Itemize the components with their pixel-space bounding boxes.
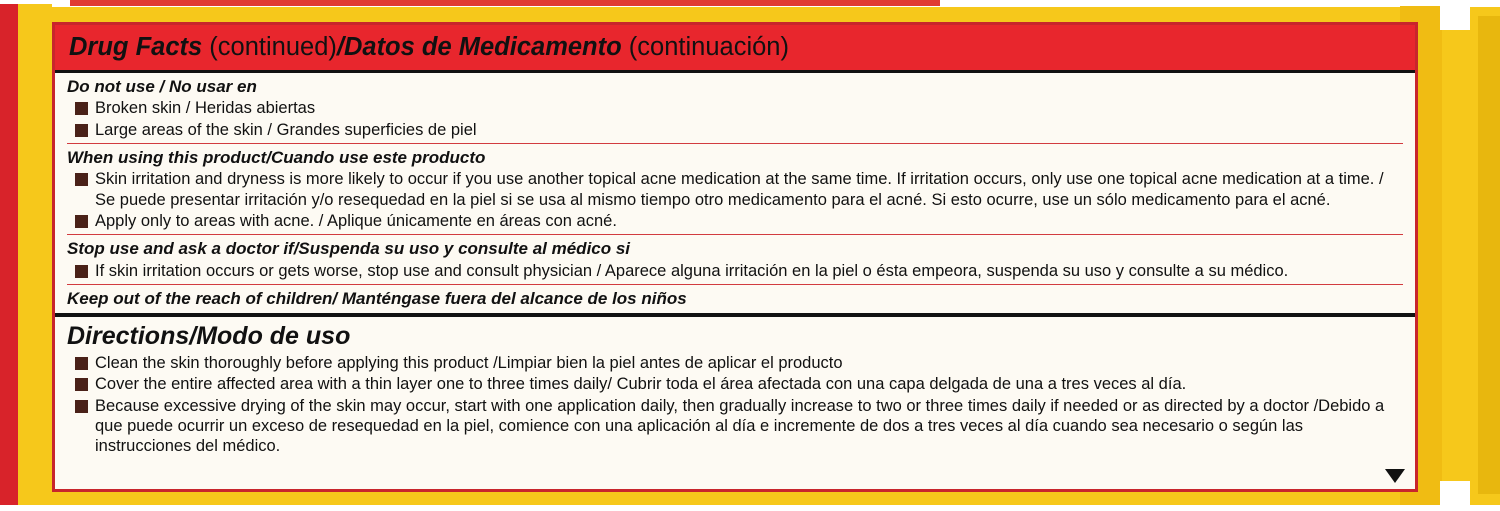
bullet-square-icon [75,102,88,115]
list-item-text: Cover the entire affected area with a thin layer one to three times daily/ Cubrir toda el área afectada con una capa delgada de una a tres veces al día. [95,375,1187,394]
section-divider-heavy [55,313,1415,317]
title-es-reg: (continuación) [621,33,789,61]
bullet-square-icon [75,173,88,186]
section-divider [67,284,1403,285]
carton-right-fold-b [1442,10,1480,501]
list-item-text: Apply only to areas with acne. / Aplique únicamente en áreas con acné. [95,211,617,230]
title-en-bold: Drug Facts [69,33,203,61]
drug-facts-panel [52,22,1418,492]
section-do-not-use [55,77,1415,140]
title-en-reg: (continued) [202,33,337,61]
list-item-text: Because excessive drying of the skin may occur, start with one application daily, then gradually increase to two or three times daily if needed or as directed by a doctor /Debido a que puede ocurrir un exceso de resequedad en la piel, comience con una aplicación al día e incremente de dos a tres veces al día cuando sea necesario o según las instrucciones del médico. [95,396,1385,456]
carton-notch-top [1440,0,1470,30]
section-directions [55,322,1415,456]
list-item-text: Large areas of the skin / Grandes superficies de piel [95,120,477,139]
bullet-square-icon [75,265,88,278]
list-item [67,374,1403,394]
list-item [67,120,1403,140]
drug-facts-title-bar [55,25,1415,73]
carton-top-red-sliver [70,0,940,6]
drug-facts-title [69,33,789,62]
title-es-bold: Datos de Medicamento [343,33,622,61]
list-item-text: If skin irritation occurs or gets worse, stop use and consult physician / Aparece alguna irritación en la piel o ésta empeora, suspenda su uso y consulte a su médico. [95,261,1289,280]
list-item [67,98,1403,118]
bullet-square-icon [75,400,88,413]
list-item [67,353,1403,373]
carton-bottom-edge [0,505,1500,511]
list-item [67,211,1403,231]
section-divider [67,143,1403,144]
carton-right-fold-c [1478,16,1500,494]
bullet-square-icon [75,124,88,137]
bullet-square-icon [75,357,88,370]
bullet-square-icon [75,215,88,228]
list-item-text: Clean the skin thoroughly before applying this product /Limpiar bien la piel antes de aplicar el producto [95,354,843,372]
section-heading: Stop use and ask a doctor if/Suspenda su uso y consulte al médico si [67,239,631,259]
drug-facts-body [55,77,1415,456]
section-stop-use [55,239,1415,281]
section-heading: Directions/Modo de uso [67,322,351,351]
section-heading: Do not use / No usar en [67,77,257,96]
carton-left-panel [18,4,52,507]
list-item-text: Broken skin / Heridas abiertas [95,99,316,118]
section-heading: Keep out of the reach of children/ Manténgase fuera del alcance de los niños [67,288,687,308]
section-divider [67,234,1403,235]
list-item [67,169,1403,210]
bullet-square-icon [75,378,88,391]
title-separator: / [336,33,344,61]
section-heading: When using this product/Cuando use este producto [67,147,486,167]
section-when-using [55,148,1415,231]
carton-left-fold [0,4,18,507]
list-item [67,396,1403,457]
list-item [67,261,1403,281]
list-item-text: Skin irritation and dryness is more likely to occur if you use another topical acne medication at the same time. If irritation occurs, only use one topical acne medication at a time. / Se puede presentar irritación y/o resequedad en la piel si se usa al mismo tiempo otro medicamento para el acné. Si esto ocurre, use un sólo medicamento para el acné. [95,170,1384,209]
continued-arrow-icon [1385,469,1405,483]
section-keep-out-of-reach [55,289,1415,309]
